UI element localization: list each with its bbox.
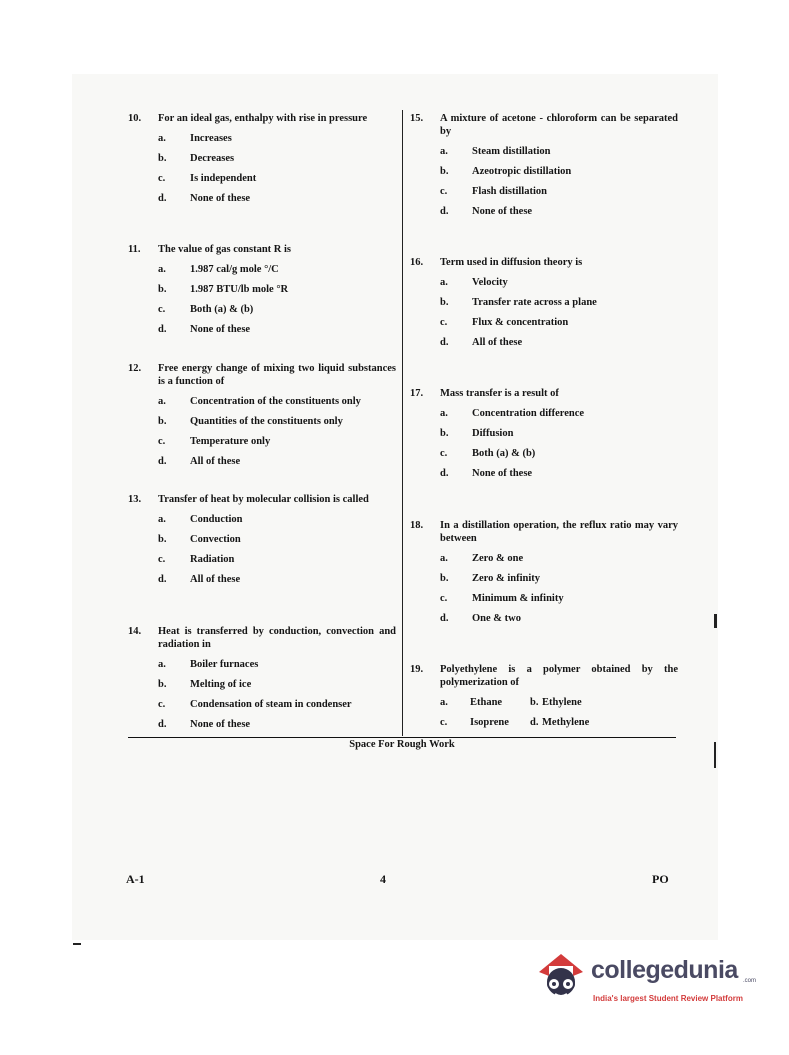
question-19	[410, 663, 678, 729]
question-text: The value of gas constant R is	[158, 244, 292, 255]
option-a: a.	[440, 697, 448, 708]
question-number: 11.	[128, 244, 141, 255]
question-14	[128, 625, 396, 731]
question-number: 19.	[410, 664, 424, 675]
option-d: d. All of these	[440, 337, 523, 348]
option-a: a. 1.987 cal/g mole °/C	[158, 264, 279, 275]
option-a: a. Concentration difference	[440, 408, 585, 419]
question-number: 17.	[410, 388, 424, 399]
option-b: b. Decreases	[158, 153, 235, 164]
option-d: d. All of these	[158, 456, 241, 467]
column-divider	[402, 110, 403, 736]
rough-work-label: Space For Rough Work	[349, 739, 455, 750]
question-text: Mass transfer is a result of	[440, 388, 559, 399]
option-a: a. Concentration of the constituents only	[158, 396, 361, 407]
option-a: a. Boiler furnaces	[158, 659, 259, 670]
option-b: b.	[530, 697, 539, 708]
option-c: c. Temperature only	[158, 436, 271, 447]
logo-tagline: India's largest Student Review Platform	[593, 994, 743, 1003]
question-number: 13.	[128, 494, 142, 505]
option-c: c. Flux & concentration	[440, 317, 569, 328]
option-a: a. Velocity	[440, 277, 508, 288]
question-text: A mixture of acetone - chloroform can be separated by	[440, 113, 678, 137]
question-18	[410, 519, 678, 625]
question-text: Polyethylene is a polymer obtained by the polymerization of	[440, 664, 678, 688]
option-a: a. Steam distillation	[440, 146, 551, 157]
question-number: 15.	[410, 113, 424, 124]
option-c: c.	[440, 717, 448, 728]
question-11	[128, 243, 396, 336]
footer-series: PO	[652, 872, 669, 886]
question-number: 12.	[128, 363, 142, 374]
option-b: b. Convection	[158, 534, 241, 545]
option-row-1: a. Ethane b. Ethylene	[410, 696, 678, 709]
option-c: c. Is independent	[158, 173, 257, 184]
option-d: d. None of these	[158, 719, 251, 730]
scan-mark	[73, 943, 81, 945]
question-15	[410, 112, 678, 218]
option-d: d. None of these	[440, 468, 533, 479]
option-a: a. Zero & one	[440, 553, 524, 564]
option-b: b. 1.987 BTU/lb mole °R	[158, 284, 289, 295]
logo-domain: .com	[743, 978, 757, 984]
question-number: 18.	[410, 520, 424, 531]
option-c: c. Flash distillation	[440, 186, 547, 197]
option-row-2: c. Isoprene d. Methylene	[410, 716, 678, 729]
option-c: c. Condensation of steam in condenser	[158, 699, 352, 710]
option-b: b. Melting of ice	[158, 679, 252, 690]
question-17	[410, 387, 678, 480]
option-b: b. Azeotropic distillation	[440, 166, 572, 177]
option-a: a. Conduction	[158, 514, 243, 525]
option-d: d. One & two	[440, 613, 521, 624]
footer-code: A-1	[126, 872, 145, 886]
question-13	[128, 493, 396, 586]
option-b: b. Diffusion	[440, 428, 514, 439]
option-d: d. All of these	[158, 574, 241, 585]
option-d: d. None of these	[158, 193, 251, 204]
question-text: Transfer of heat by molecular collision is called	[158, 494, 369, 505]
question-number: 16.	[410, 257, 424, 268]
option-b: b. Transfer rate across a plane	[440, 297, 597, 308]
scan-mark	[714, 742, 716, 768]
option-d: d. None of these	[440, 206, 533, 217]
option-d: d.	[530, 717, 539, 728]
option-d: d. None of these	[158, 324, 251, 335]
option-c: c. Minimum & infinity	[440, 593, 564, 604]
page-number: 4	[380, 872, 386, 886]
collegedunia-logo	[533, 950, 763, 1010]
option-c: c. Both (a) & (b)	[440, 448, 536, 459]
scan-mark	[714, 614, 717, 628]
question-number: 10.	[128, 113, 142, 124]
question-text: Free energy change of mixing two liquid substances is a function of	[158, 363, 396, 387]
option-a: a. Increases	[158, 133, 232, 144]
question-text: Heat is transferred by conduction, convection and radiation in	[158, 626, 396, 650]
question-text: In a distillation operation, the reflux ratio may vary between	[440, 520, 678, 544]
option-c: c. Radiation	[158, 554, 235, 565]
question-10	[128, 112, 396, 205]
option-c: c. Both (a) & (b)	[158, 304, 254, 315]
bottom-rule	[128, 737, 676, 738]
question-text: Term used in diffusion theory is	[440, 257, 583, 268]
option-b: b. Zero & infinity	[440, 573, 541, 584]
option-b: b. Quantities of the constituents only	[158, 416, 343, 427]
question-number: 14.	[128, 626, 142, 637]
logo-wordmark: collegedunia	[591, 956, 738, 984]
question-16	[410, 256, 678, 349]
graduate-mascot-icon	[533, 950, 589, 1010]
question-text: For an ideal gas, enthalpy with rise in pressure	[158, 113, 368, 124]
question-12	[128, 362, 396, 468]
